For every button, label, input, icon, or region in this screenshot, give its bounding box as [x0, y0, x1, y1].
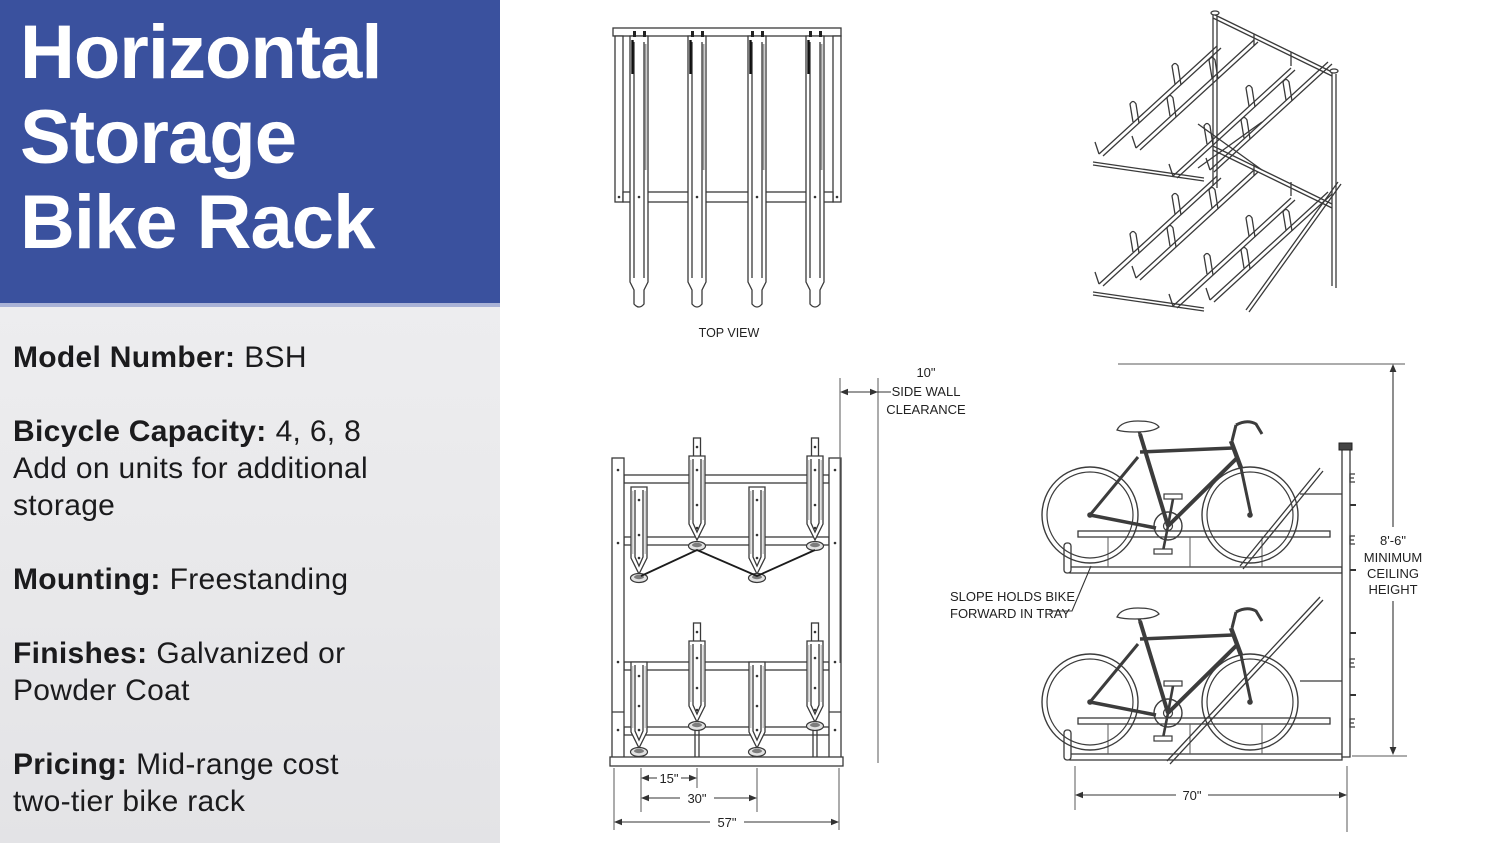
dim-ceiling-value: 8'-6" [1380, 533, 1406, 548]
dim-30-label: 30" [687, 791, 707, 806]
dim-70-label: 70" [1182, 788, 1202, 803]
spec-extra-line: Powder Coat [13, 674, 190, 707]
bicycle-bottom-illustration [1042, 608, 1298, 750]
spec-label: Model Number: [13, 341, 236, 374]
dim-side-wall-value: 10" [916, 365, 936, 380]
spec-label: Finishes: [13, 637, 148, 670]
side-view-wall-post [1339, 443, 1356, 757]
front-view-zigzag-brace [641, 550, 815, 576]
spec-finishes [13, 635, 486, 709]
top-view-drawing [613, 28, 841, 340]
spec-panel [0, 307, 500, 843]
spec-extra-line: two-tier bike rack [13, 785, 246, 818]
spec-mounting [13, 561, 486, 598]
front-view-upper-trays [631, 438, 824, 583]
top-view-trays [630, 31, 824, 307]
dim-15-label: 15" [659, 771, 679, 786]
note-slope-line-1: SLOPE HOLDS BIKE [950, 589, 1075, 604]
spec-label: Bicycle Capacity: [13, 415, 267, 448]
dim-ceiling-label-3: HEIGHT [1368, 582, 1418, 597]
note-slope-line-2: FORWARD IN TRAY [950, 606, 1071, 621]
title-line-2: Storage [20, 95, 296, 180]
front-view-drawing [610, 365, 966, 830]
technical-drawings-canvas [500, 0, 1500, 843]
page-title [0, 0, 500, 265]
dim-depth-70 [1075, 766, 1347, 832]
dim-bottom-group [614, 768, 839, 830]
dim-side-wall-clearance [840, 365, 966, 763]
spec-value: 4, 6, 8 [275, 415, 362, 448]
dim-57-label: 57" [717, 815, 737, 830]
isometric-view-drawing [1093, 11, 1341, 312]
spec-bicycle-capacity [13, 413, 486, 524]
front-view-lower-trays [631, 623, 824, 757]
dim-ceiling-label-2: CEILING [1366, 566, 1420, 581]
title-line-3: Bike Rack [20, 180, 375, 265]
spec-value: BSH [244, 341, 307, 374]
dim-ceiling-label-1: MINIMUM [1363, 550, 1423, 565]
dim-ceiling-height [1352, 364, 1422, 756]
title-header [0, 0, 500, 307]
dim-side-wall-label-2: CLEARANCE [886, 402, 966, 417]
spec-label: Pricing: [13, 748, 128, 781]
spec-value: Mid-range cost [136, 748, 339, 781]
top-view-caption: TOP VIEW [698, 326, 760, 340]
title-line-1: Horizontal [20, 10, 382, 95]
dim-side-wall-label-1: SIDE WALL [891, 384, 961, 399]
spec-label: Mounting: [13, 563, 161, 596]
side-view-drawing [950, 364, 1422, 832]
spec-value: Freestanding [169, 563, 349, 596]
spec-pricing [13, 746, 486, 820]
spec-model-number [13, 339, 486, 376]
spec-extra-line: Add on units for additional [13, 452, 369, 485]
spec-extra-line: storage [13, 489, 116, 522]
note-slope [950, 566, 1091, 621]
spec-value: Galvanized or [156, 637, 346, 670]
